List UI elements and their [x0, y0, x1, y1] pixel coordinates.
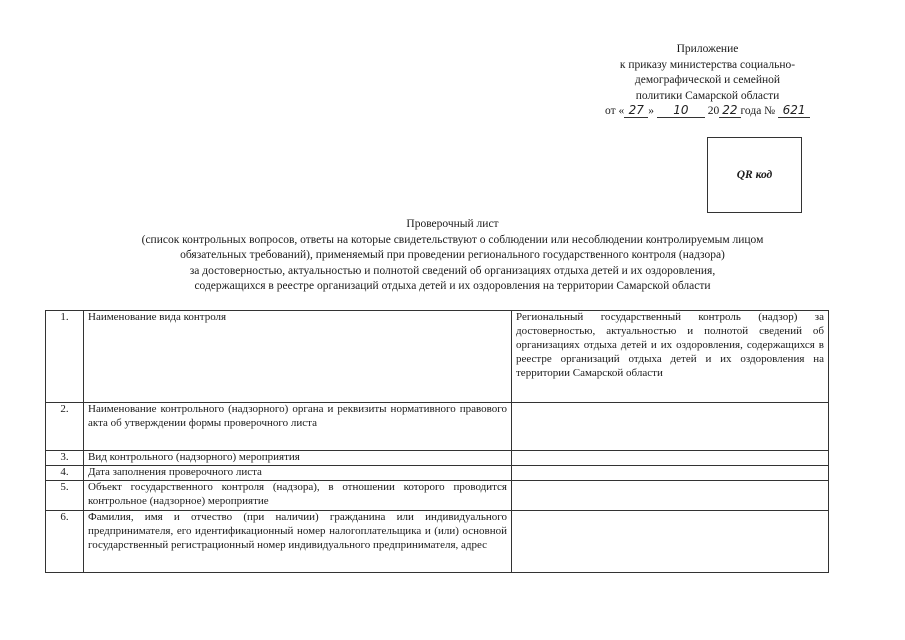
row-field-name: Дата заполнения проверочного листа — [84, 465, 512, 480]
row-field-value[interactable] — [512, 451, 829, 466]
order-prefix: от « — [604, 105, 625, 117]
table-row — [46, 480, 829, 510]
appendix-line: политики Самарской области — [635, 89, 780, 102]
row-field-value[interactable] — [512, 480, 829, 510]
order-mid: » — [648, 105, 654, 117]
qr-code-label: QR код — [736, 169, 773, 181]
row-number: 3. — [46, 451, 84, 466]
appendix-line: демографической и семейной — [634, 74, 781, 86]
title-line: обязательных требований), применяемый при проведении регионального государственного контроля (надзора) — [180, 249, 725, 262]
appendix-block — [585, 42, 830, 120]
row-field-name: Объект государственного контроля (надзора), в отношении которого проводится контрольное (надзорное) мероприятие — [84, 480, 512, 510]
order-year-handwritten: 22 — [719, 104, 740, 118]
row-field-name: Наименование контрольного (надзорного) органа и реквизиты нормативного правового акта об утверждении формы проверочного листа — [84, 403, 512, 451]
order-year-start: 20 — [707, 105, 720, 117]
title-line: за достоверностью, актуальностью и полнотой сведений об организациях отдыха детей и их оздоровления, — [189, 264, 716, 277]
row-number: 1. — [46, 311, 84, 403]
row-field-value[interactable] — [512, 465, 829, 480]
row-field-value: Региональный государственный контроль (надзор) за достоверностью, актуальностью и полнотой сведений об организациях отдыха детей и их оздоровления, содержащихся в реестре организаций отдыха детей и их оздоровления на территории Самарской области — [512, 311, 829, 403]
table-row — [46, 510, 829, 572]
order-number-handwritten: 621 — [778, 104, 810, 118]
table-row — [46, 465, 829, 480]
order-date-line — [585, 104, 830, 120]
document-heading: Проверочный лист — [406, 218, 499, 230]
row-number: 4. — [46, 465, 84, 480]
row-field-value[interactable] — [512, 403, 829, 451]
row-number: 2. — [46, 403, 84, 451]
row-field-name: Фамилия, имя и отчество (при наличии) гражданина или индивидуального предпринимателя, его идентификационный номер налогоплательщика и (или) основной государственный регистрационный номер индивидуального предпринимателя, адрес — [84, 510, 512, 572]
row-number: 6. — [46, 510, 84, 572]
order-day-handwritten: 27 — [624, 104, 648, 118]
row-number: 5. — [46, 480, 84, 510]
checklist-table — [45, 310, 829, 573]
appendix-line: к приказу министерства социально- — [619, 58, 796, 71]
table-row — [46, 311, 829, 403]
qr-code-box — [707, 137, 802, 213]
order-month-handwritten: 10 — [657, 104, 705, 118]
row-field-name: Вид контрольного (надзорного) мероприятия — [84, 451, 512, 466]
document-title-block — [40, 217, 865, 295]
row-field-value[interactable] — [512, 510, 829, 572]
title-line: (список контрольных вопросов, ответы на которые свидетельствуют о соблюдении или несоблюдении контролируемым лицом — [141, 233, 764, 246]
table-row — [46, 451, 829, 466]
row-field-name: Наименование вида контроля — [84, 311, 512, 403]
order-year-suffix: года № — [740, 105, 776, 117]
appendix-title: Приложение — [676, 43, 739, 55]
title-line: содержащихся в реестре организаций отдыха детей и их оздоровления на территории Самарской области — [194, 280, 711, 293]
table-row — [46, 403, 829, 451]
